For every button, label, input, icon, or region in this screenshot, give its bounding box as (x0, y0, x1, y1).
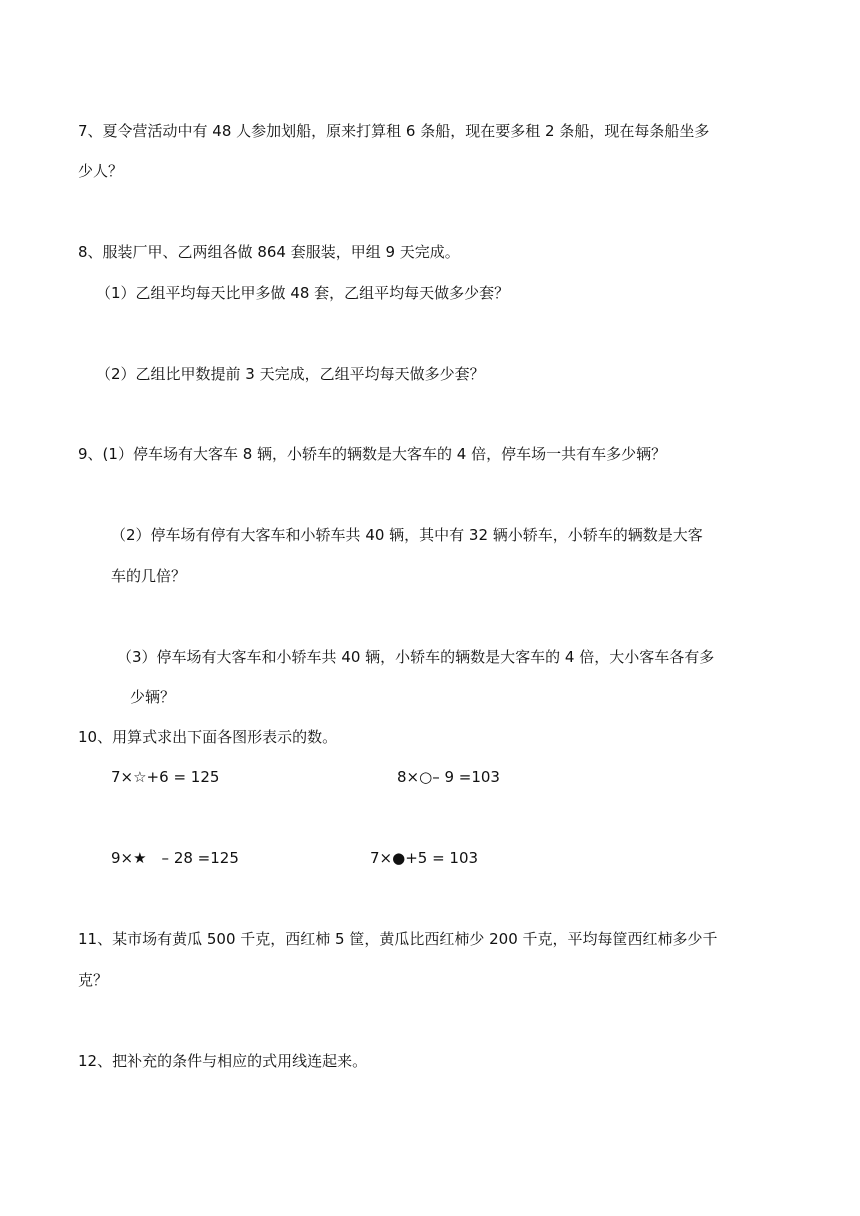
q10-stem: 10、用算式求出下面各图形表示的数。 (78, 728, 338, 746)
q12-stem: 12、把补充的条件与相应的式用线连起来。 (78, 1052, 368, 1070)
q8-part2: （2）乙组比甲数提前 3 天完成，乙组平均每天做多少套？ (96, 365, 485, 383)
q9-part3-line1: （3）停车场有大客车和小轿车共 40 辆，小轿车的辆数是大客车的 4 倍，大小客车各有多 (117, 648, 715, 666)
q8-stem: 8、服装厂甲、乙两组各做 864 套服装，甲组 9 天完成。 (78, 243, 460, 261)
q9-part1: 9、(1）停车场有大客车 8 辆，小轿车的辆数是大客车的 4 倍，停车场一共有车多少辆？ (78, 445, 667, 463)
q10-equation-circle-outline: 8×○– 9 =103 (397, 768, 500, 786)
q7-line2: 少人？ (78, 162, 124, 180)
q8-part1: （1）乙组平均每天比甲多做 48 套，乙组平均每天做多少套？ (96, 284, 510, 302)
q10-equation-star-outline: 7×☆+6 = 125 (111, 768, 220, 786)
q10-equation-circle-filled: 7×●+5 = 103 (370, 849, 479, 867)
q9-part2-line1: （2）停车场有停有大客车和小轿车共 40 辆，其中有 32 辆小轿车，小轿车的辆数是大客 (111, 526, 703, 544)
q9-part2-line2: 车的几倍？ (111, 567, 187, 585)
q10-equation-star-filled: 9×★ – 28 =125 (111, 849, 239, 867)
q9-part3-line2: 少辆？ (130, 688, 176, 706)
q11-line2: 克？ (78, 971, 109, 989)
q7-line1: 7、夏令营活动中有 48 人参加划船，原来打算租 6 条船，现在要多租 2 条船，现在每条船坐多 (78, 122, 710, 140)
q11-line1: 11、某市场有黄瓜 500 千克，西红柿 5 筐，黄瓜比西红柿少 200 千克，平均每筐西红柿多少千 (78, 930, 718, 948)
